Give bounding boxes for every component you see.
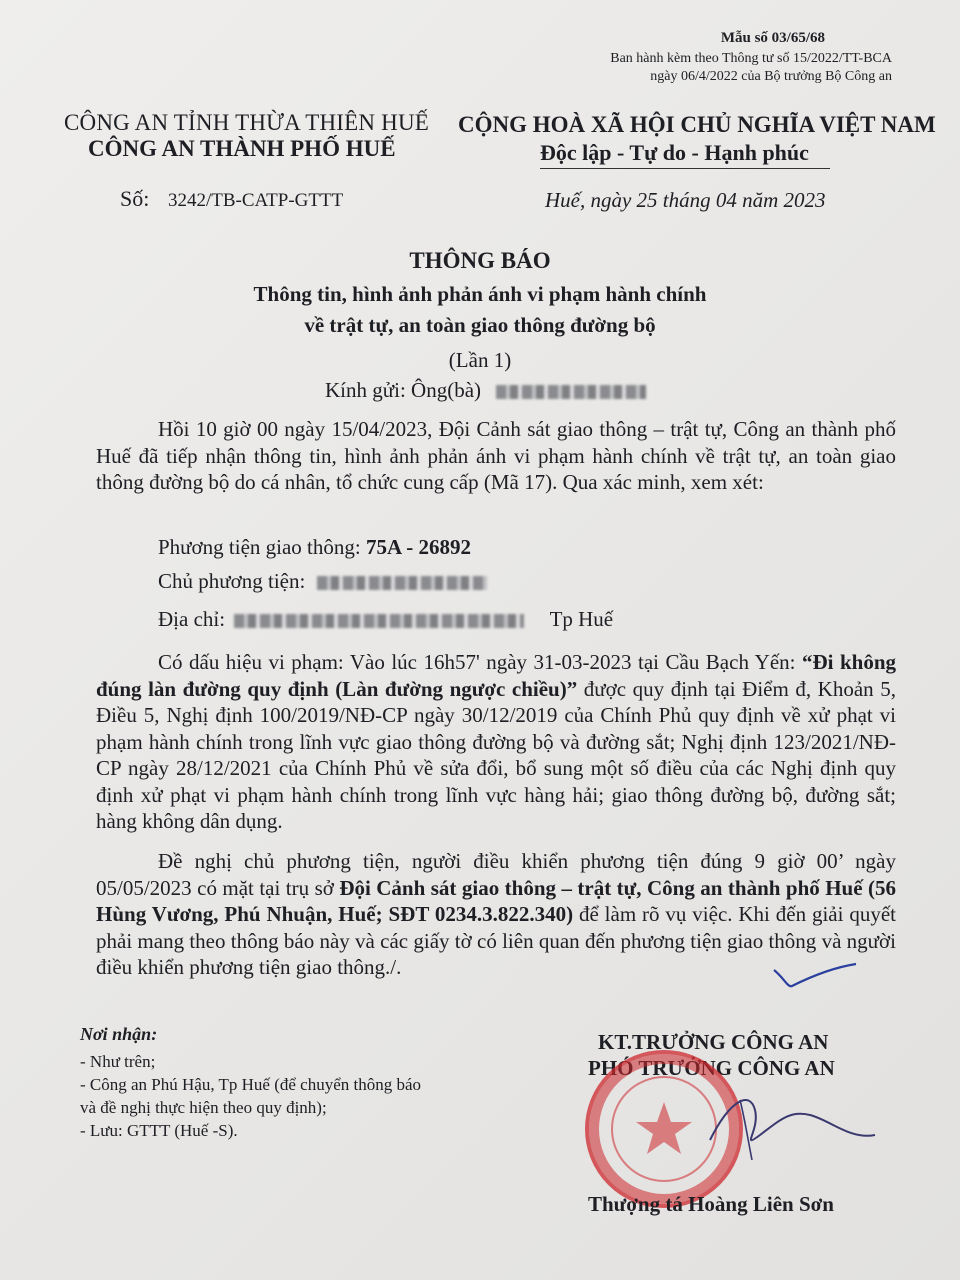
request-location: Đội Cảnh sát giao thông – trật tự, Công an thành phố Huế (56 Hùng Vương, Phú Nhuận, Huế; SĐT 0234.3.822.340)	[96, 875, 896, 926]
receiver-item-2: - Công an Phú Hậu, Tp Huế (để chuyển thông báo	[80, 1075, 422, 1094]
signature-position: PHÓ TRƯỞNG CÔNG AN	[588, 1056, 835, 1080]
document-title: THÔNG BÁO	[409, 248, 551, 273]
violation-name: “Đi không đúng làn đường quy định (Làn đường ngược chiều)”	[96, 650, 897, 701]
signer-name: Thượng tá Hoàng Liên Sơn	[588, 1192, 834, 1216]
issuing-org: CÔNG AN THÀNH PHỐ HUẾ	[88, 136, 396, 161]
vehicle-line	[158, 535, 471, 560]
document-number-label: Số:	[120, 186, 150, 211]
paragraph-violation	[96, 649, 896, 835]
owner-line	[158, 569, 487, 594]
paragraph-intro: Hồi 10 giờ 00 ngày 15/04/2023, Đội Cảnh sát giao thông – trật tự, Công an thành phố Huế đã tiếp nhận thông tin, hình ảnh phản ánh vi phạm hành chính về trật tự, an toàn giao thông đường bộ do cá nhân, tổ chức cung cấp (Mã 17). Qua xác minh, xem xét:	[96, 417, 896, 494]
redacted-recipient-name	[496, 385, 646, 399]
receivers-heading: Nơi nhận:	[80, 1024, 158, 1044]
violation-intro: Có dấu hiệu vi phạm: Vào lúc 16h57' ngày 31-03-2023 tại Cầu Bạch Yến:	[158, 650, 796, 674]
document-number: 3242/TB-CATP-GTTT	[168, 190, 344, 211]
vehicle-label: Phương tiện giao thông:	[158, 535, 361, 559]
document-date: Huế, ngày 25 tháng 04 năm 2023	[545, 188, 826, 212]
notice-count: (Lần 1)	[448, 348, 512, 372]
pen-checkmark	[770, 958, 860, 994]
recipient-line	[325, 378, 646, 403]
address-city: Tp Huế	[549, 607, 614, 631]
vehicle-plate: 75A - 26892	[365, 535, 471, 559]
motto-underline	[540, 168, 830, 169]
redacted-owner-name	[317, 576, 487, 590]
recipient-label: Kính gửi: Ông(bà)	[325, 378, 482, 402]
national-title: CỘNG HOÀ XÃ HỘI CHỦ NGHĨA VIỆT NAM	[458, 112, 936, 137]
receiver-item-2-cont: và đề nghị thực hiện theo quy định);	[80, 1098, 327, 1117]
request-text: Đề nghị chủ phương tiện, người điều khiển phương tiện đúng 9 giờ 00’ ngày 05/05/2023 có mặt tại trụ sở	[96, 849, 896, 900]
national-motto: Độc lập - Tự do - Hạnh phúc	[540, 140, 809, 165]
address-label: Địa chỉ:	[158, 607, 226, 631]
signature-authority: KT.TRƯỞNG CÔNG AN	[598, 1030, 829, 1054]
receiver-item-1: - Như trên;	[80, 1052, 156, 1071]
receiver-item-3: - Lưu: GTTT (Huế -S).	[80, 1121, 238, 1140]
owner-label: Chủ phương tiện:	[158, 569, 306, 593]
handwritten-signature	[700, 1080, 880, 1170]
issuing-org-parent: CÔNG AN TỈNH THỪA THIÊN HUẾ	[64, 110, 430, 135]
violation-legal-basis: được quy định tại Điểm đ, Khoản 5, Điều 5, Nghị định 100/2019/NĐ-CP ngày 30/12/2019 của Chính Phủ quy định về xử phạt vi phạm hành chính trong lĩnh vực giao thông đường bộ và đường sắt; Nghị định 123/2021/NĐ-CP ngày 28/12/2021 của Chính Phủ về sửa đổi, bổ sung một số điều của các Nghị định quy định xử phạt vi phạm hành chính trong lĩnh vực hàng hải; giao thông đường bộ, đường sắt; hàng không dân dụng.	[96, 676, 896, 833]
document-subtitle-1: Thông tin, hình ảnh phản ánh vi phạm hành chính	[253, 282, 707, 306]
form-note-line1: Ban hành kèm theo Thông tư số 15/2022/TT-BCA	[610, 51, 892, 66]
document-subtitle-2: về trật tự, an toàn giao thông đường bộ	[304, 313, 656, 337]
form-number: Mẫu số 03/65/68	[720, 30, 825, 46]
form-note-line2: ngày 06/4/2022 của Bộ trưởng Bộ Công an	[650, 69, 892, 84]
request-instructions: để làm rõ vụ việc. Khi đến giải quyết phải mang theo thông báo này và các giấy tờ có liên quan đến phương tiện giao thông và người điều khiển phương tiện giao thông./.	[96, 902, 896, 979]
redacted-address	[234, 614, 524, 628]
address-line	[158, 607, 613, 632]
